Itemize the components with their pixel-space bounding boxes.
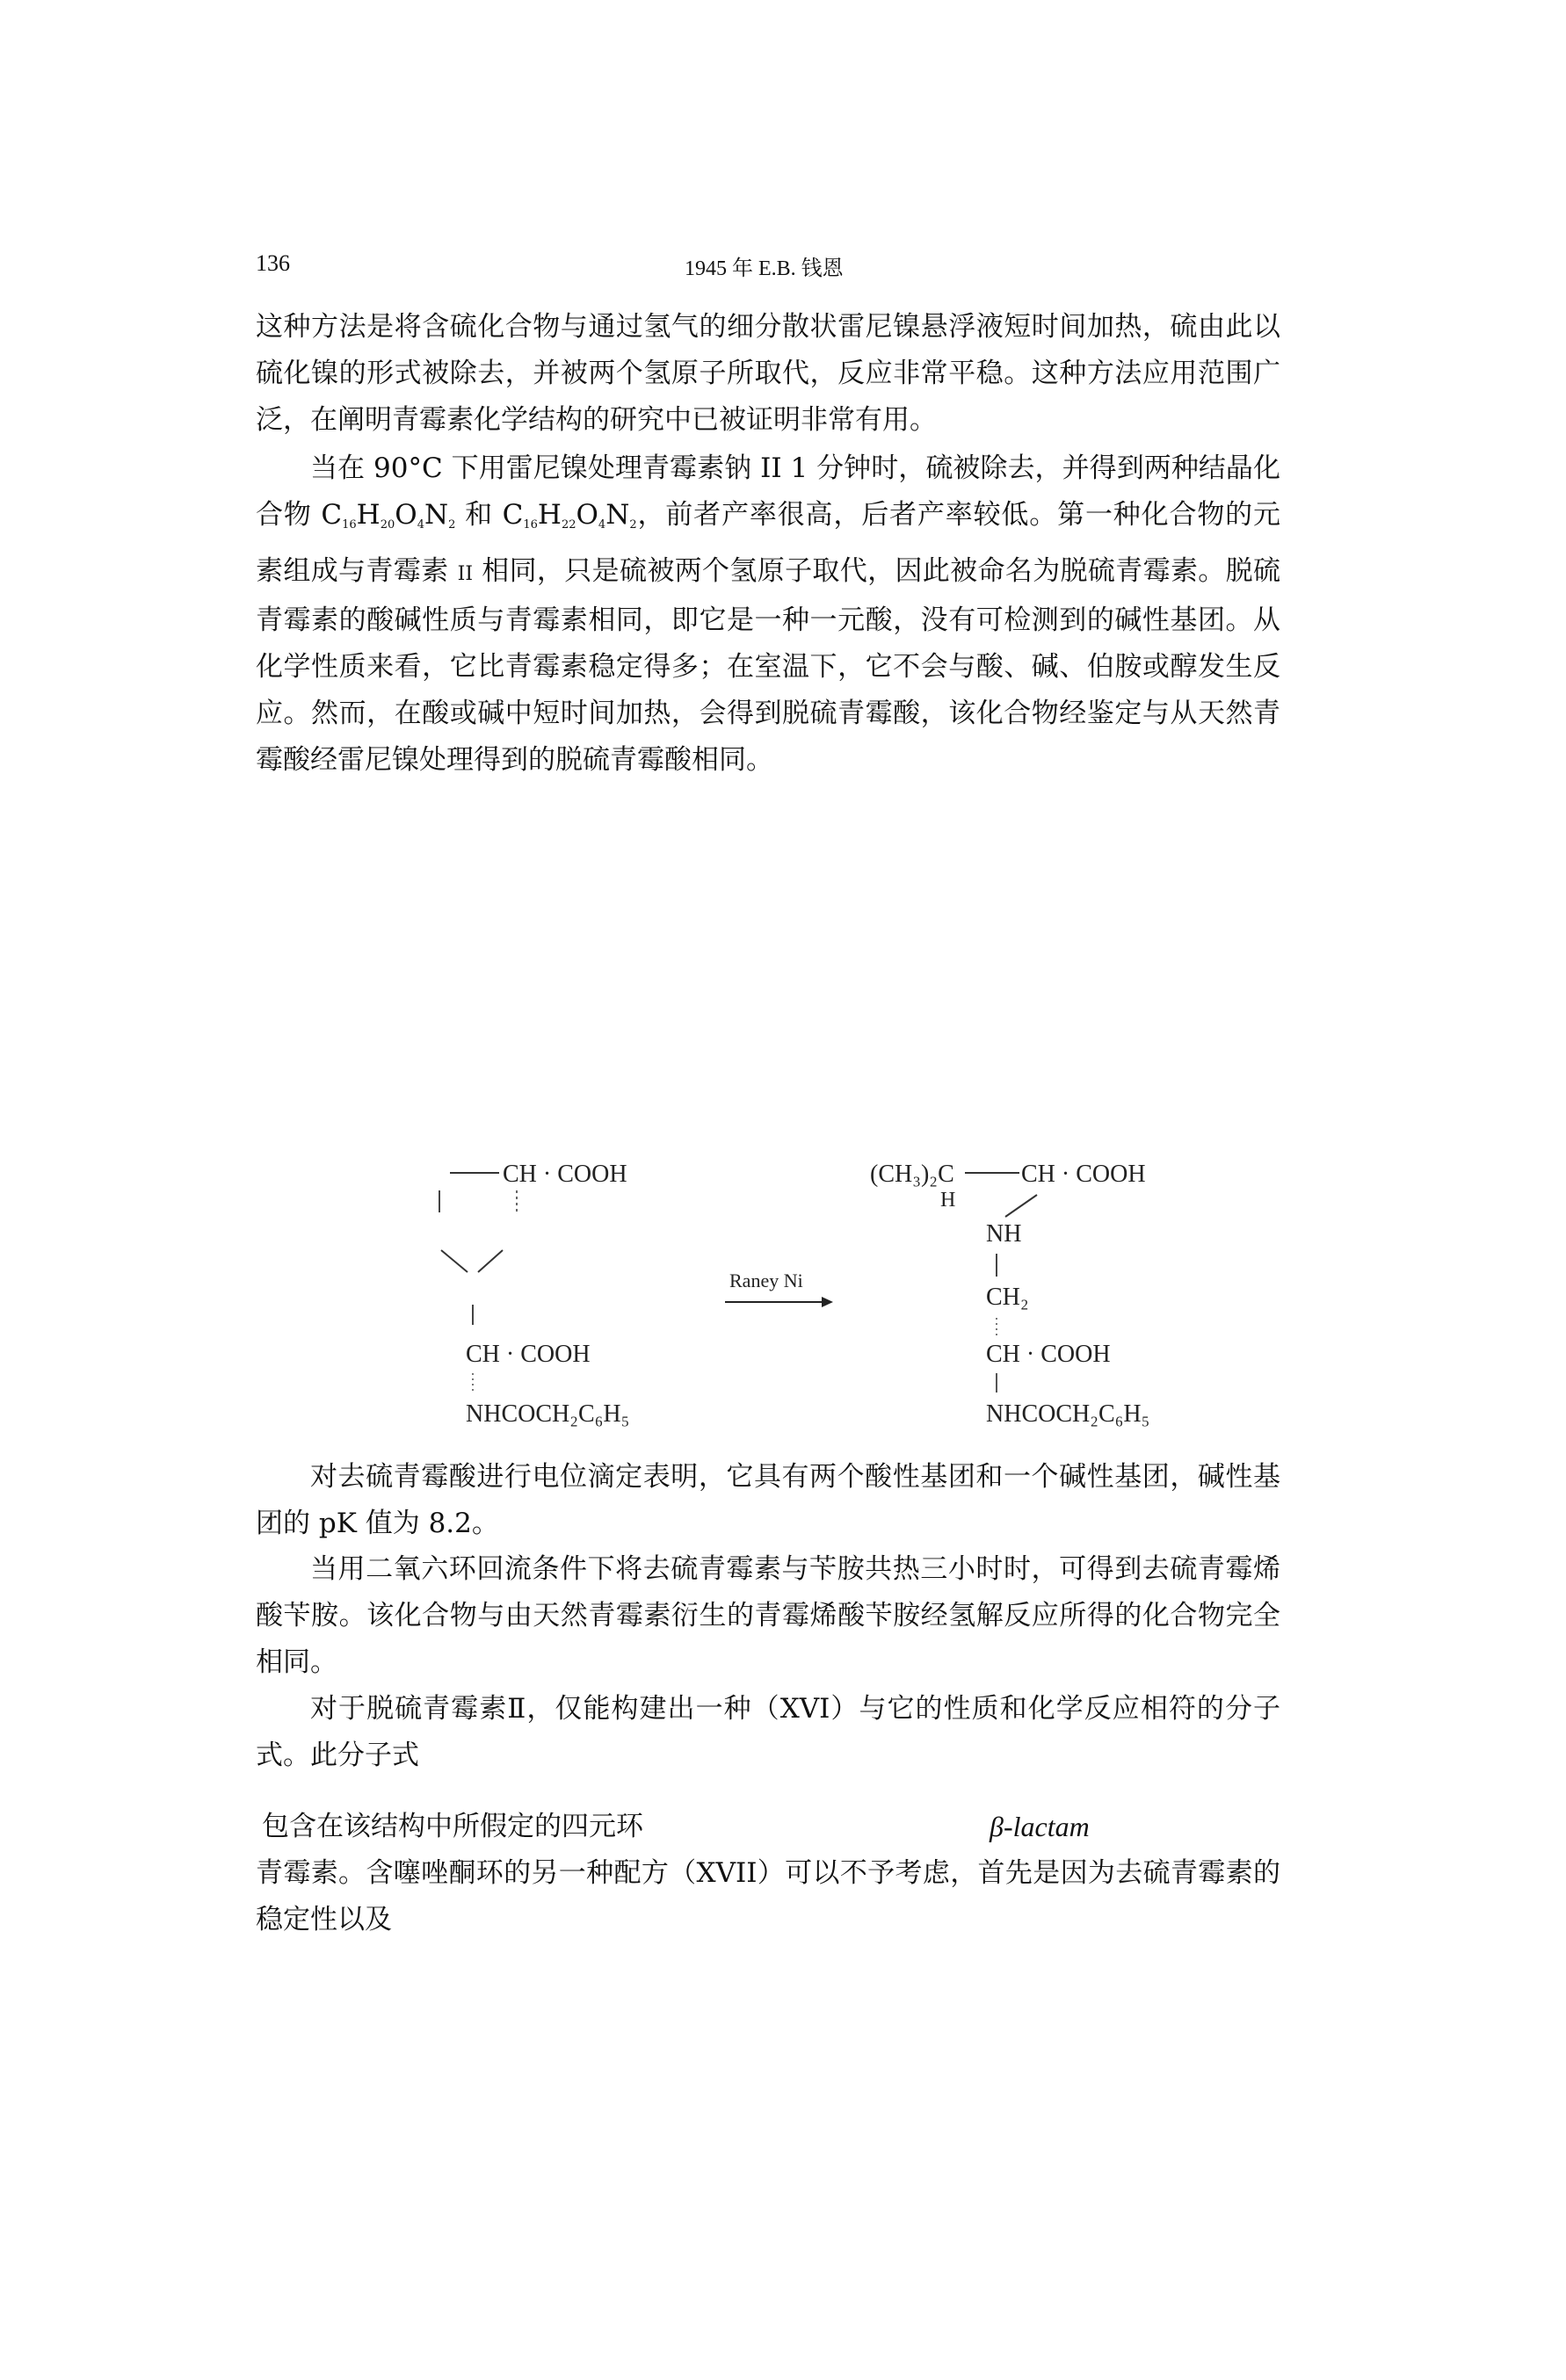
paragraph-2-text-a: 当在 90°C 下用雷尼镍处理青霉素钠 II 1 分钟时，硫被除去，并得到两种结晶化合物 <box>256 452 1280 531</box>
product-structure <box>870 1161 1149 1428</box>
reaction-arrowhead-icon <box>822 1297 833 1307</box>
formula-1 <box>321 499 455 531</box>
paragraph-2-and: 和 <box>455 499 503 531</box>
formula-2 <box>503 499 637 531</box>
running-title: 1945 年 E.B. 钱恩 <box>685 257 844 280</box>
formula-1-c: C <box>321 499 343 531</box>
product-bottom-group: NHCOCH₂C₆H₅ <box>986 1400 1150 1428</box>
product-top-left-group: (CH₃)₂C <box>870 1161 954 1188</box>
formula-2-o: O <box>576 499 598 531</box>
paragraph-6-right: β-lactam <box>990 1811 1090 1842</box>
reactant-structure <box>439 1161 629 1428</box>
paragraph-2-text-b: ，前者产率很高，后者产率较低。第一种化合物的元素组成与青霉素 <box>256 499 1281 587</box>
reactant-bottom-group: NHCOCH₂C₆H₅ <box>466 1400 630 1428</box>
formula-2-c: C <box>502 499 524 531</box>
paragraph-5: 对于脱硫青霉素Ⅱ，仅能构建出一种（XVI）与它的性质和化学反应相符的分子式。此分子式 <box>256 1693 1280 1771</box>
formula-2-n-sub: 2 <box>629 518 637 532</box>
formula-2-n: N <box>605 499 630 531</box>
reactant-top-group: CH · COOH <box>503 1161 627 1188</box>
reagent-label: Raney Ni <box>729 1270 803 1291</box>
paragraph-1: 这种方法是将含硫化合物与通过氢气的细分散状雷尼镍悬浮液短时间加热，硫由此以硫化镍的形式被除去，并被两个氢原子所取代，反应非常平稳。这种方法应用范围广泛，在阐明青霉素化学结构的研究中已被证明非常有用。 <box>256 311 1280 436</box>
paragraph-3: 对去硫青霉酸进行电位滴定表明，它具有两个酸性基团和一个碱性基团，碱性基团的 pK 值为 8.2。 <box>256 1461 1280 1539</box>
formula-1-c-sub: 16 <box>342 518 357 532</box>
formula-2-c-sub: 16 <box>523 518 538 532</box>
formula-2-o-sub: 4 <box>598 518 606 532</box>
reactant-middle-group: CH · COOH <box>466 1341 591 1368</box>
reaction-scheme <box>431 1147 1204 1436</box>
reactant-bond-v-left <box>441 1250 468 1272</box>
product-middle-group: CH · COOH <box>986 1341 1111 1368</box>
formula-1-n: N <box>424 499 449 531</box>
formula-1-o-sub: 4 <box>417 518 424 532</box>
product-bond-diagonal <box>1005 1195 1037 1217</box>
page-number: 136 <box>256 250 290 276</box>
product-nh: NH <box>986 1220 1022 1248</box>
paragraph-7: 青霉素。含噻唑酮环的另一种配方（XVII）可以不予考虑，首先是因为去硫青霉素的稳定性以及 <box>256 1857 1280 1935</box>
paragraph-6-left: 包含在该结构中所假定的四元环 <box>262 1811 643 1842</box>
product-top-right-group: CH · COOH <box>1021 1161 1146 1188</box>
formula-1-h-sub: 20 <box>380 518 395 532</box>
product-top-h: H <box>940 1189 956 1212</box>
formula-2-h-sub: 22 <box>561 518 576 532</box>
formula-1-h: H <box>356 499 381 531</box>
reaction-arrow-group <box>725 1270 833 1307</box>
page-header <box>256 250 1276 286</box>
formula-1-o: O <box>395 499 417 531</box>
roman-two: II <box>457 563 474 585</box>
paragraph-2-text-c: 相同，只是硫被两个氢原子取代，因此被命名为脱硫青霉素。脱硫青霉素的酸碱性质与青霉素相同，即它是一种一元酸，没有可检测到的碱性基团。从化学性质来看，它比青霉素稳定得多；在室温下，它不会与酸、碱、伯胺或醇发生反应。然而，在酸或碱中短时间加热，会得到脱硫青霉酸，该化合物经鉴定与从天然青霉酸经雷尼镍处理得到的脱硫青霉酸相同。 <box>256 555 1280 776</box>
formula-2-h: H <box>537 499 562 531</box>
paragraph-4: 当用二氧六环回流条件下将去硫青霉素与苄胺共热三小时时，可得到去硫青霉烯酸苄胺。该化合物与由天然青霉素衍生的青霉烯酸苄胺经氢解反应所得的化合物完全相同。 <box>256 1553 1280 1678</box>
reactant-bond-v-right <box>478 1250 503 1272</box>
product-ch2: CH₂ <box>986 1284 1029 1311</box>
formula-1-n-sub: 2 <box>448 518 456 532</box>
paragraph-2 <box>256 445 1280 784</box>
